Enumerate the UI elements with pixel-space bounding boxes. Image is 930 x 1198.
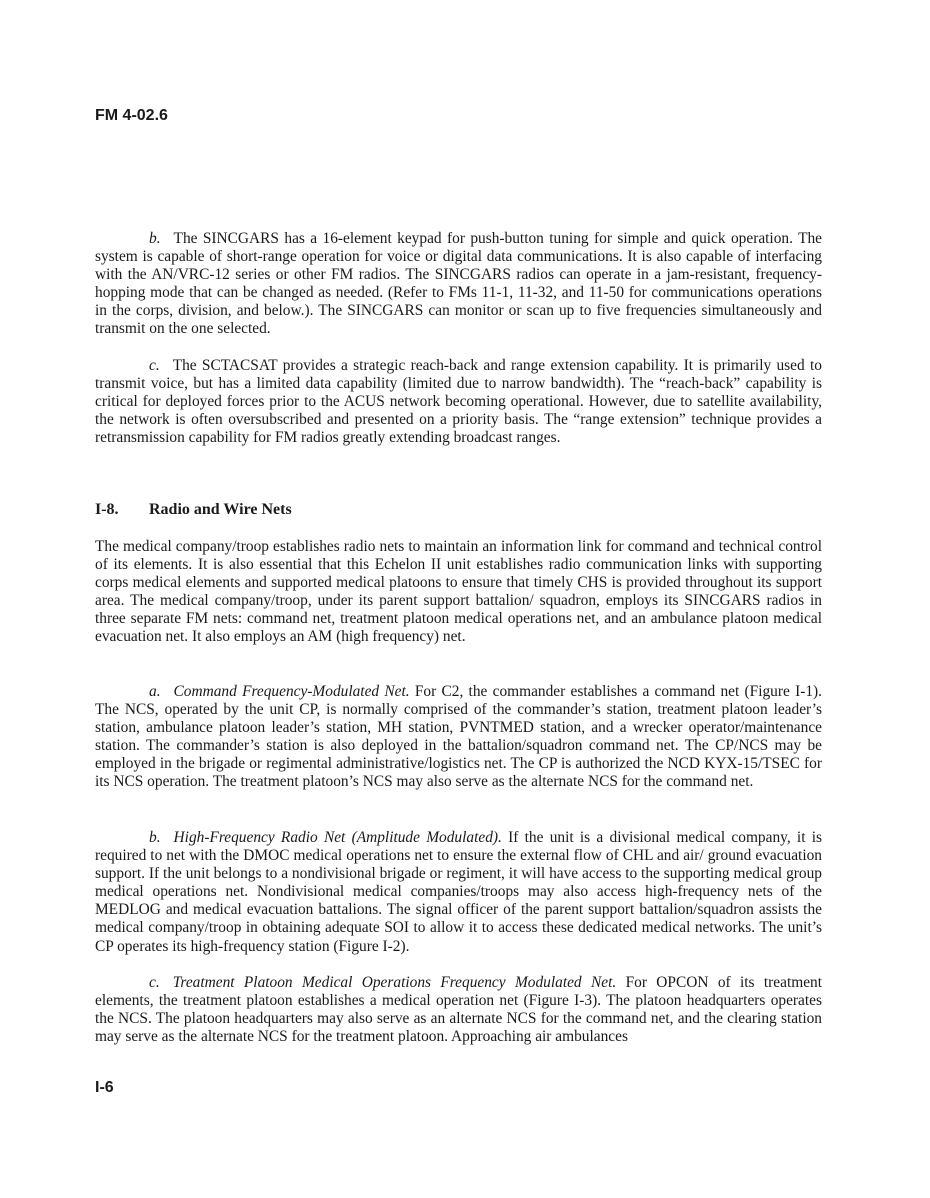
paragraph-title: Treatment Platoon Medical Operations Frequency Modulated Net. [172,974,617,991]
paragraph-b-sincgars [95,230,822,339]
paragraph-label: b. [149,230,161,247]
paragraph-text: For OPCON of its treatment elements, the treatment platoon establishes a medical operation net (Figure I-3). The platoon headquarters operates the NCS. The platoon headquarters may also serve as an alternate NCS for the command net, and the clearing station may serve as the alternate NCS for the treatment platoon. Approaching air ambulances [95,974,822,1046]
paragraph-c-treatment-platoon-net [95,974,822,1046]
running-head: FM 4-02.6 [95,107,168,124]
paragraph-label: b. [149,829,161,846]
section-intro-paragraph: The medical company/troop establishes radio nets to maintain an information link for command and technical control of its elements. It is also essential that this Echelon II unit establishes radio communication links with supporting corps medical elements and supported medical platoons to ensure that timely CHS is provided throughout its support area. The medical company/troop, under its parent support battalion/ squadron, employs its SINCGARS radios in three separate FM nets: command net, treatment platoon medical operations net, and an ambulance platoon medical evacuation net. It also employs an AM (high frequency) net. [95,538,822,646]
paragraph-label: c. [149,357,160,374]
paragraph-a-command-net [95,683,822,792]
paragraph-title: High-Frequency Radio Net (Amplitude Modulated). [173,829,502,846]
section-title: Radio and Wire Nets [149,501,292,518]
paragraph-text: If the unit is a divisional medical company, it is required to net with the DMOC medical operations net to ensure the external flow of CHL and air/ ground evacuation support. If the unit belongs to a nondivisional brigade or regiment, it will have access to the supporting medical group medical operations net. Nondivisional medical companies/troops may also access high-frequency nets of the MEDLOG and medical evacuation battalions. The signal officer of the parent support battalion/squadron assists the medical company/troop in obtaining adequate SOI to allow it to access these dedicated medical networks. The unit’s CP operates its high-frequency station (Figure I-2). [95,829,823,955]
paragraph-label: c. [149,974,160,991]
page-number: I-6 [95,1079,114,1096]
section-number: I-8. [95,501,119,518]
paragraph-title: Command Frequency-Modulated Net. [173,683,410,700]
paragraph-label: a. [149,683,161,700]
paragraph-c-sctacsat [95,357,822,447]
paragraph-text: The SINCGARS has a 16-element keypad for push-button tuning for simple and quick operation. The system is capable of short-range operation for voice or digital data communications. It is also capable of interfacing with the AN/VRC-12 series or other FM radios. The SINCGARS radios can operate in a jam-resistant, frequency-hopping mode that can be changed as needed. (Refer to FMs 11-1, 11-32, and 11-50 for communications operations in the corps, division, and below.). The SINCGARS can monitor or scan up to five frequencies simultaneously and transmit on the one selected. [95,230,822,338]
section-heading [95,501,292,519]
paragraph-text: The SCTACSAT provides a strategic reach-back and range extension capability. It is primarily used to transmit voice, but has a limited data capability (limited due to narrow bandwidth). The “reach-back” capability is critical for deployed forces prior to the ACUS network becoming operational. However, due to satellite availability, the network is often oversubscribed and presented on a priority basis. The “range extension” technique provides a retransmission capability for FM radios greatly extending broadcast ranges. [95,357,822,447]
paragraph-b-high-frequency-net [95,829,822,956]
paragraph-text: For C2, the commander establishes a command net (Figure I-1). The NCS, operated by the unit CP, is normally comprised of the commander’s station, treatment platoon leader’s station, ambulance platoon leader’s station, MH station, PVNTMED station, and a wrecker operator/maintenance station. The commander’s station is also deployed in the battalion/squadron command net. The CP/NCS may be employed in the brigade or regimental administrative/logistics net. The CP is authorized the NCD KYX-15/TSEC for its NCS operation. The treatment platoon’s NCS may also serve as the alternate NCS for the command net. [95,683,823,791]
